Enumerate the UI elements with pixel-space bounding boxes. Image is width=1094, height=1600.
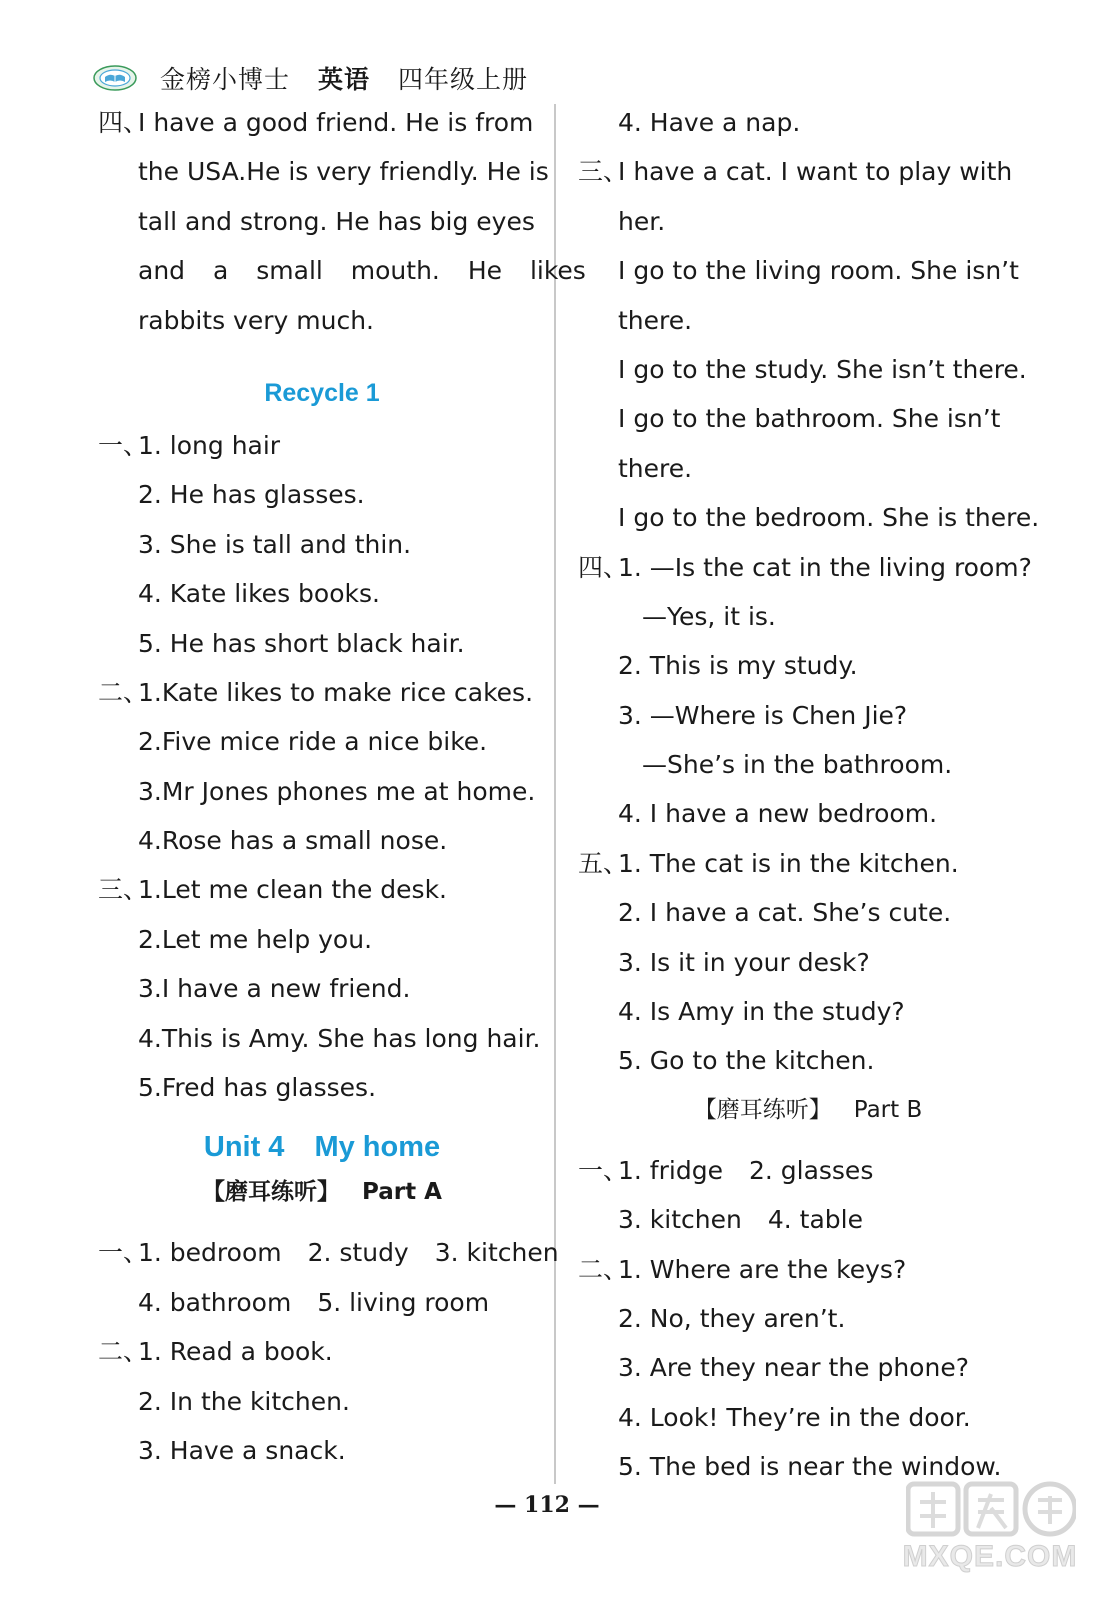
- column-divider: [554, 104, 556, 1484]
- answer-line: 4. Is Amy in the study?: [618, 997, 905, 1027]
- answer-text: 3. kitchen: [434, 1238, 559, 1268]
- answer-text: 1. Read a book.: [138, 1337, 333, 1367]
- answer-line: [98, 865, 546, 914]
- answer-text: 1.Kate likes to make rice cakes.: [138, 677, 534, 707]
- passage-line: [578, 147, 1028, 196]
- answer-text: 2. study: [307, 1238, 409, 1268]
- answer-line: 2.Five mice ride a nice bike.: [138, 727, 488, 757]
- answer-line: [578, 1245, 1028, 1294]
- answer-text: 1. long hair: [138, 430, 281, 460]
- section-marker: 一、: [98, 430, 149, 460]
- answer-line: 4.This is Amy. She has long hair.: [138, 1023, 541, 1053]
- answer-line: [98, 1228, 559, 1277]
- answer-line: 3. She is tall and thin.: [138, 529, 412, 559]
- answer-text: 3. kitchen: [618, 1205, 742, 1235]
- unit-number: Unit 4: [203, 1131, 285, 1164]
- left-column: [98, 98, 586, 1475]
- passage-line: tall and strong. He has big eyes: [138, 206, 535, 236]
- answer-line: [578, 1195, 1028, 1244]
- answer-line: 5. Go to the kitchen.: [618, 1046, 875, 1076]
- part-label: Part A: [362, 1179, 442, 1206]
- answer-line: [98, 421, 546, 470]
- answer-text: 4. bathroom: [138, 1287, 292, 1317]
- answer-line: —Yes, it is.: [642, 601, 776, 631]
- passage-line-text: [138, 98, 546, 147]
- answer-line: 5. The bed is near the window.: [618, 1452, 1002, 1482]
- answer-line: 2.Let me help you.: [138, 924, 373, 954]
- answer-line: 3.Mr Jones phones me at home.: [138, 776, 536, 806]
- section-marker: 二、: [578, 1254, 629, 1284]
- answer-line: 4. Have a nap.: [618, 108, 801, 137]
- answer-line: 4. Kate likes books.: [138, 579, 380, 609]
- answer-line: —She’s in the bathroom.: [642, 750, 953, 780]
- section-marker: 二、: [98, 677, 149, 707]
- answer-text: 1.Let me clean the desk.: [138, 875, 448, 905]
- answer-line: 5. He has short black hair.: [138, 628, 465, 658]
- answer-line: 2. I have a cat. She’s cute.: [618, 898, 952, 928]
- section-marker: 三、: [578, 157, 629, 187]
- unit-name: My home: [314, 1131, 441, 1164]
- recycle-title: Recycle 1: [264, 378, 380, 407]
- passage-text: I have a cat. I want to play with: [618, 157, 1013, 187]
- passage-line: rabbits very much.: [138, 305, 374, 335]
- answer-line: 2. He has glasses.: [138, 480, 365, 510]
- section-marker: 二、: [98, 1337, 149, 1367]
- answer-text: 1. fridge: [618, 1155, 723, 1185]
- part-bracket-label: 【磨耳练听】: [693, 1096, 832, 1123]
- passage-line: I go to the study. She isn’t there.: [618, 354, 1027, 384]
- book-logo-icon: [92, 63, 138, 93]
- passage-line: the USA.He is very friendly. He is: [138, 157, 549, 187]
- passage-line: I go to the living room. She isn’t: [618, 256, 1019, 286]
- watermark-logo-icon: [906, 1478, 1076, 1540]
- answer-text: 2. glasses: [748, 1155, 874, 1185]
- right-column: [578, 98, 1040, 1492]
- passage-line: I go to the bathroom. She isn’t: [618, 404, 1001, 434]
- answer-line: 4. Look! They’re in the door.: [618, 1402, 971, 1432]
- answer-line: [98, 1327, 546, 1376]
- answer-line: 2. This is my study.: [618, 651, 858, 681]
- passage-line: I go to the bedroom. She is there.: [618, 503, 1040, 533]
- answer-text: 5. living room: [317, 1287, 490, 1317]
- grade-title: 四年级上册: [398, 65, 529, 94]
- passage-text: and a small mouth. He likes: [138, 256, 586, 286]
- page-number: — 112 —: [494, 1492, 600, 1518]
- answer-line: [578, 839, 1028, 888]
- passage-line: [98, 246, 586, 295]
- watermark-site: MXQE.COM: [902, 1540, 1078, 1573]
- answer-line: [98, 1278, 546, 1327]
- answer-line: 5.Fred has glasses.: [138, 1073, 377, 1103]
- section-marker: 一、: [578, 1155, 629, 1185]
- passage-text: I have a good friend. He is from: [138, 108, 534, 137]
- answer-line: [98, 668, 546, 717]
- answer-text: 4. table: [767, 1205, 863, 1235]
- series-title: 金榜小博士: [160, 65, 291, 94]
- subject-title: 英语: [318, 65, 371, 94]
- answer-line: 3. Have a snack.: [138, 1435, 346, 1465]
- passage-line: there.: [618, 305, 693, 335]
- section-marker: 四、: [98, 108, 149, 137]
- section-marker: 三、: [98, 875, 149, 905]
- answer-line: [578, 543, 1032, 592]
- answer-line: 3. Are they near the phone?: [618, 1353, 969, 1383]
- watermark: [900, 1478, 1080, 1588]
- passage-line: there.: [618, 453, 693, 483]
- answer-line: [578, 1146, 1028, 1195]
- section-marker: 五、: [578, 848, 629, 878]
- answer-line: 2. In the kitchen.: [138, 1386, 350, 1416]
- passage-line: [98, 98, 546, 147]
- answer-line: 2. No, they aren’t.: [618, 1303, 846, 1333]
- answer-line: 3. —Where is Chen Jie?: [618, 700, 908, 730]
- answer-line: 4.Rose has a small nose.: [138, 826, 448, 856]
- part-label: Part B: [853, 1096, 923, 1123]
- answer-text: 1. bedroom: [138, 1238, 282, 1268]
- section-marker: 一、: [98, 1238, 149, 1268]
- passage-line: her.: [618, 206, 666, 236]
- part-bracket-label: 【磨耳练听】: [202, 1179, 341, 1206]
- answer-line: 4. I have a new bedroom.: [618, 799, 938, 829]
- answer-text: 1. The cat is in the kitchen.: [618, 848, 959, 878]
- part-heading: [578, 1086, 1028, 1146]
- answer-line: 3. Is it in your desk?: [618, 947, 870, 977]
- answer-text: 1. —Is the cat in the living room?: [618, 552, 1032, 582]
- unit-title: [98, 1112, 546, 1168]
- section-marker: 四、: [578, 552, 629, 582]
- answer-line: 3.I have a new friend.: [138, 974, 411, 1004]
- part-heading: [98, 1168, 546, 1228]
- answer-text: 1. Where are the keys?: [618, 1254, 907, 1284]
- page-header: [92, 58, 528, 98]
